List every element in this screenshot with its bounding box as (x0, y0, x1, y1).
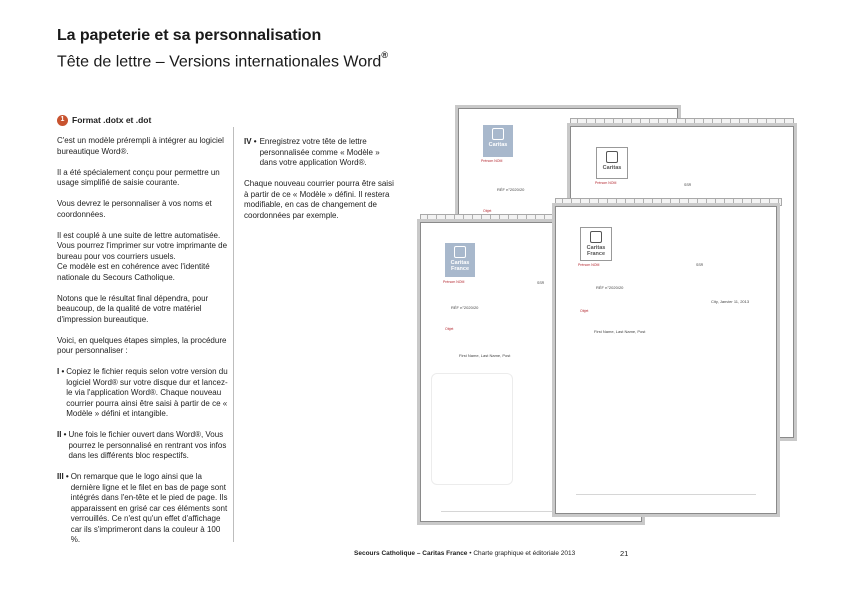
ruler-tick (595, 119, 596, 125)
paragraph: Il a été spécialement conçu pour permettre un usage simplifié de saisie courante. (57, 167, 220, 187)
caritas-logo (580, 227, 612, 261)
ruler-tick (652, 199, 653, 205)
object-line: Objet (580, 309, 589, 313)
step-item (57, 367, 229, 420)
paragraph-part: Il est couplé à une suite de lettre automatisée. Vous pourrez l'imprimer sur votre imprimante de bureau pour vos courriers usuels. (57, 230, 228, 261)
sender-name: Prénom NOM (481, 159, 503, 163)
logo-text: Caritas (586, 245, 606, 251)
ruler-tick (694, 119, 695, 125)
ruler-tick (571, 199, 572, 205)
ruler-tick (778, 199, 779, 205)
ruler-tick (535, 215, 536, 221)
caritas-logo (596, 147, 628, 179)
step-key: I • (57, 367, 65, 376)
ruler-tick (544, 215, 545, 221)
footer-doc: • Charte graphique et éditoriale 2013 (467, 550, 576, 557)
ruler-tick (712, 119, 713, 125)
ruler-tick (526, 215, 527, 221)
ruler-tick (436, 215, 437, 221)
ruler-tick (580, 199, 581, 205)
date-line: City, Janvier 11, 2013 (711, 299, 750, 304)
ruler-tick (454, 215, 455, 221)
caritas-logo (483, 125, 513, 157)
sdr-label: SSR (537, 281, 545, 285)
ruler-tick (625, 199, 626, 205)
paragraph-part: Ce modèle est en cohérence avec l'identité nationale du Secours Catholique. (57, 262, 210, 282)
watermark-cross (431, 373, 513, 485)
sdr-label: SSR (684, 183, 692, 187)
ruler-tick (463, 215, 464, 221)
ruler-tick (670, 199, 671, 205)
object-line: Objet (445, 327, 454, 331)
sdr-label: SSR (696, 263, 704, 267)
middle-column (244, 137, 394, 232)
sender-name: Prénom NOM (578, 263, 600, 267)
ruler-tick (688, 199, 689, 205)
ruler-tick (751, 199, 752, 205)
registered-mark: ® (381, 50, 388, 60)
page-subtitle (57, 52, 388, 71)
step-key: II • (57, 430, 67, 439)
ruler-tick (733, 199, 734, 205)
ruler-tick (598, 199, 599, 205)
paragraph: C'est un modèle prérempli à intégrer au logiciel bureautique Word®. (57, 136, 224, 156)
step-text: Copiez le fichier requis selon votre version du logiciel Word® sur votre disque dur et lancez-le via l'application Word®. Chaque nouveau courrier pourra ainsi être saisi à partir de ce « Modèle » défini et intangible. (66, 367, 228, 418)
page-number: 21 (620, 549, 629, 558)
ruler-tick (634, 199, 635, 205)
ruler-tick (490, 215, 491, 221)
sender-name: Prénom NOM (595, 181, 617, 185)
ruler-tick (604, 119, 605, 125)
page-title: La papeterie et sa personnalisation (57, 27, 322, 44)
ruler-tick (706, 199, 707, 205)
step-text: Une fois le fichier ouvert dans Word®, Vous pourrez le personnalisé en rentrant vos infos dans les différents bloc respectifs. (68, 430, 227, 460)
section-title: Format .dotx et .dot (72, 115, 152, 126)
step-item (57, 472, 229, 546)
logo-text: France (586, 251, 606, 257)
ruler-tick (517, 215, 518, 221)
logo-text: Caritas (602, 165, 622, 171)
ruler-tick (586, 119, 587, 125)
ruler-tick (622, 119, 623, 125)
cross-icon (606, 151, 618, 163)
step-text: Enregistrez votre tête de lettre personnalisée comme « Modèle » dans votre application Word®. (259, 137, 380, 167)
ruler-tick (739, 119, 740, 125)
step-item (57, 430, 229, 462)
ruler-tick (703, 119, 704, 125)
ruler-tick (640, 119, 641, 125)
ruler-tick (643, 199, 644, 205)
paragraph: Notons que le résultat final dépendra, pour beaucoup, de la qualité de votre matériel d'impression bureautique. (57, 293, 209, 324)
letter-ruler (555, 198, 782, 206)
ruler-tick (667, 119, 668, 125)
page-footer (354, 550, 575, 557)
ruler-tick (613, 119, 614, 125)
ruler-tick (616, 199, 617, 205)
ruler-tick (589, 199, 590, 205)
letter-ruler (570, 118, 794, 126)
step-key: III • (57, 472, 69, 481)
ruler-tick (721, 119, 722, 125)
step-item (244, 137, 394, 169)
ruler-tick (577, 119, 578, 125)
ruler-tick (742, 199, 743, 205)
ruler-tick (730, 119, 731, 125)
ruler-tick (715, 199, 716, 205)
ruler-tick (499, 215, 500, 221)
ruler-tick (760, 199, 761, 205)
ruler-tick (676, 119, 677, 125)
ref-line: RÉF n°2020/20 (451, 305, 479, 310)
recipient-line: First Name, Last Name, Post (594, 329, 646, 334)
ref-line: RÉF n°2020/20 (596, 285, 624, 290)
ruler-tick (757, 119, 758, 125)
paragraph: Voici, en quelques étapes simples, la procédure pour personnaliser : (57, 335, 227, 355)
ruler-tick (748, 119, 749, 125)
logo-text: Caritas (450, 260, 470, 266)
ruler-tick (631, 119, 632, 125)
ruler-tick (769, 199, 770, 205)
recipient-line: First Name, Last Name, Post (459, 353, 511, 358)
object-line: Objet (483, 209, 492, 213)
ruler-tick (562, 199, 563, 205)
step-text: On remarque que le logo ainsi que la dernière ligne et le filet en bas de page sont intégrés dans l'en-tête et le pied de page. Ils apparaissent en grisé car ces éléments sont verrouillés. Ce n'est qu'un effet d'affichage car ils s'imprimeront dans la couleur à 100 %. (70, 472, 228, 544)
ruler-tick (661, 199, 662, 205)
ruler-tick (724, 199, 725, 205)
ruler-tick (481, 215, 482, 221)
ruler-tick (679, 199, 680, 205)
ruler-tick (553, 215, 554, 221)
ruler-tick (472, 215, 473, 221)
cross-icon (492, 128, 504, 140)
left-column (57, 115, 229, 556)
ruler-tick (607, 199, 608, 205)
ruler-tick (427, 215, 428, 221)
step-key: IV • (244, 137, 257, 146)
ruler-tick (775, 119, 776, 125)
ruler-tick (658, 119, 659, 125)
paragraph: Chaque nouveau courrier pourra être saisi à partir de ce « Modèle » défini. Il restera modifiable, en cas de changement de coordonnées par exemple. (244, 179, 394, 220)
ruler-tick (697, 199, 698, 205)
paragraph (57, 231, 229, 284)
footer-rule (576, 494, 756, 495)
logo-text: Caritas (488, 142, 508, 148)
ruler-tick (508, 215, 509, 221)
ruler-tick (649, 119, 650, 125)
caritas-logo (445, 243, 475, 277)
logo-text: France (450, 266, 470, 272)
ruler-tick (784, 119, 785, 125)
ruler-tick (766, 119, 767, 125)
column-divider (233, 127, 234, 542)
section-number-badge: 1 (57, 115, 68, 126)
section-heading (57, 115, 229, 126)
ref-line: RÉF n°2020/20 (497, 187, 525, 192)
sender-name: Prénom NOM (443, 280, 465, 284)
cross-icon (590, 231, 602, 243)
footer-org: Secours Catholique – Caritas France (354, 550, 468, 557)
cross-icon (454, 246, 466, 258)
subtitle-text: Tête de lettre – Versions internationales Word (57, 53, 382, 71)
ruler-tick (445, 215, 446, 221)
paragraph: Vous devrez le personnaliser à vos noms et coordonnées. (57, 199, 212, 219)
ruler-tick (685, 119, 686, 125)
letter-sheet-front (555, 206, 777, 514)
